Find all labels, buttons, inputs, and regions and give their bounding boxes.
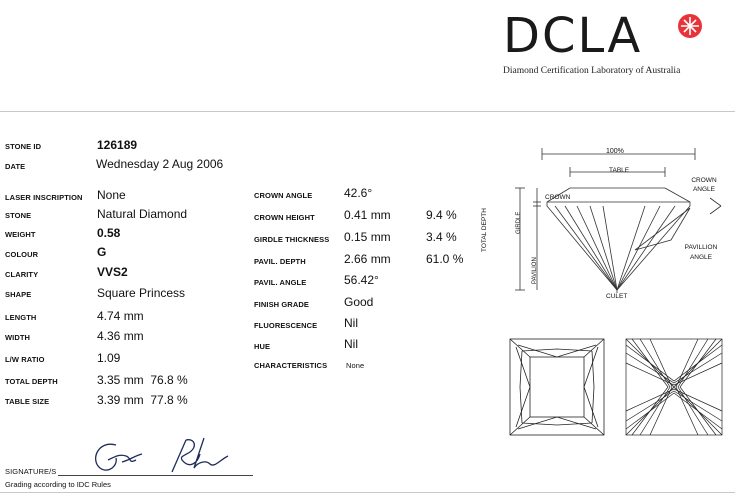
laser-value: None <box>97 188 126 202</box>
fluorescence-value: Nil <box>344 316 358 330</box>
crown-height-label: CROWN HEIGHT <box>254 213 315 222</box>
hue-label: HUE <box>254 342 271 351</box>
diamond-profile-diagram <box>495 140 733 312</box>
signature-label: SIGNATURE/S <box>5 467 57 476</box>
pavilion-bottom-view-diagram <box>624 337 724 437</box>
girdle-diagram-label: GIRDLE <box>516 211 522 234</box>
stone-label: STONE <box>5 211 32 220</box>
pavil-depth-pct: 61.0 % <box>426 252 464 266</box>
bottom-divider <box>0 492 735 493</box>
pavillion-angle-diagram-label: PAVILLION ANGLE <box>684 244 718 261</box>
table-size-value: 3.39 mm 77.8 % <box>97 393 188 407</box>
colour-value: G <box>97 245 107 259</box>
pavil-angle-label: PAVIL. ANGLE <box>254 278 307 287</box>
dcla-logo: DCLA <box>503 8 643 64</box>
total-depth-label: TOTAL DEPTH <box>5 377 58 386</box>
clarity-value: VVS2 <box>97 265 128 279</box>
shape-value: Square Princess <box>97 286 186 300</box>
lw-ratio-label: L/W RATIO <box>5 355 45 364</box>
stone-id-value: 126189 <box>97 138 138 152</box>
length-label: LENGTH <box>5 313 37 322</box>
finish-label: FINISH GRADE <box>254 300 309 309</box>
pavil-depth-value: 2.66 mm <box>344 252 391 266</box>
top-divider <box>0 111 735 112</box>
total-depth-diagram-label: TOTAL DEPTH <box>481 208 488 252</box>
crown-angle-diagram-label: CROWN ANGLE <box>691 177 717 193</box>
pavilion-diagram-label: PAVILION <box>532 257 538 284</box>
characteristics-label: CHARACTERISTICS <box>254 361 328 370</box>
crown-height-value: 0.41 mm <box>344 208 391 222</box>
shape-label: SHAPE <box>5 290 32 299</box>
dim-table-label: TABLE <box>609 167 630 174</box>
width-value: 4.36 mm <box>97 329 144 343</box>
finish-value: Good <box>344 295 374 309</box>
logo-star-icon <box>676 12 704 40</box>
hue-value: Nil <box>344 337 358 351</box>
width-label: WIDTH <box>5 333 31 342</box>
stone-value: Natural Diamond <box>97 207 188 221</box>
colour-label: COLOUR <box>5 250 39 259</box>
crown-height-pct: 9.4 % <box>426 208 457 222</box>
pavil-depth-label: PAVIL. DEPTH <box>254 257 306 266</box>
grading-note: Grading according to IDC Rules <box>5 480 111 489</box>
girdle-pct: 3.4 % <box>426 230 457 244</box>
weight-value: 0.58 <box>97 226 121 240</box>
lab-subtitle: Diamond Certification Laboratory of Australia <box>503 66 681 76</box>
dim-crown-label: CROWN <box>545 194 571 201</box>
characteristics-value: None <box>346 361 365 370</box>
signature-scribbles <box>86 430 256 480</box>
date-value: Wednesday 2 Aug 2006 <box>96 157 224 171</box>
lw-ratio-value: 1.09 <box>97 351 121 365</box>
crown-top-view-diagram <box>508 337 606 437</box>
pavil-angle-value: 56.42° <box>344 273 379 287</box>
girdle-value: 0.15 mm <box>344 230 391 244</box>
crown-angle-label: CROWN ANGLE <box>254 191 313 200</box>
stone-id-label: STONE ID <box>5 142 42 151</box>
girdle-label: GIRDLE THICKNESS <box>254 235 330 244</box>
clarity-label: CLARITY <box>5 270 39 279</box>
date-label: DATE <box>5 162 26 171</box>
table-size-label: TABLE SIZE <box>5 397 50 406</box>
culet-diagram-label: CULET <box>606 293 628 300</box>
dim-100-label: 100% <box>606 148 624 155</box>
total-depth-value: 3.35 mm 76.8 % <box>97 373 188 387</box>
crown-angle-value: 42.6° <box>344 186 373 200</box>
laser-label: LASER INSCRIPTION <box>5 193 83 202</box>
signature-line <box>58 475 253 476</box>
weight-label: WEIGHT <box>5 230 36 239</box>
length-value: 4.74 mm <box>97 309 144 323</box>
fluorescence-label: FLUORESCENCE <box>254 321 318 330</box>
